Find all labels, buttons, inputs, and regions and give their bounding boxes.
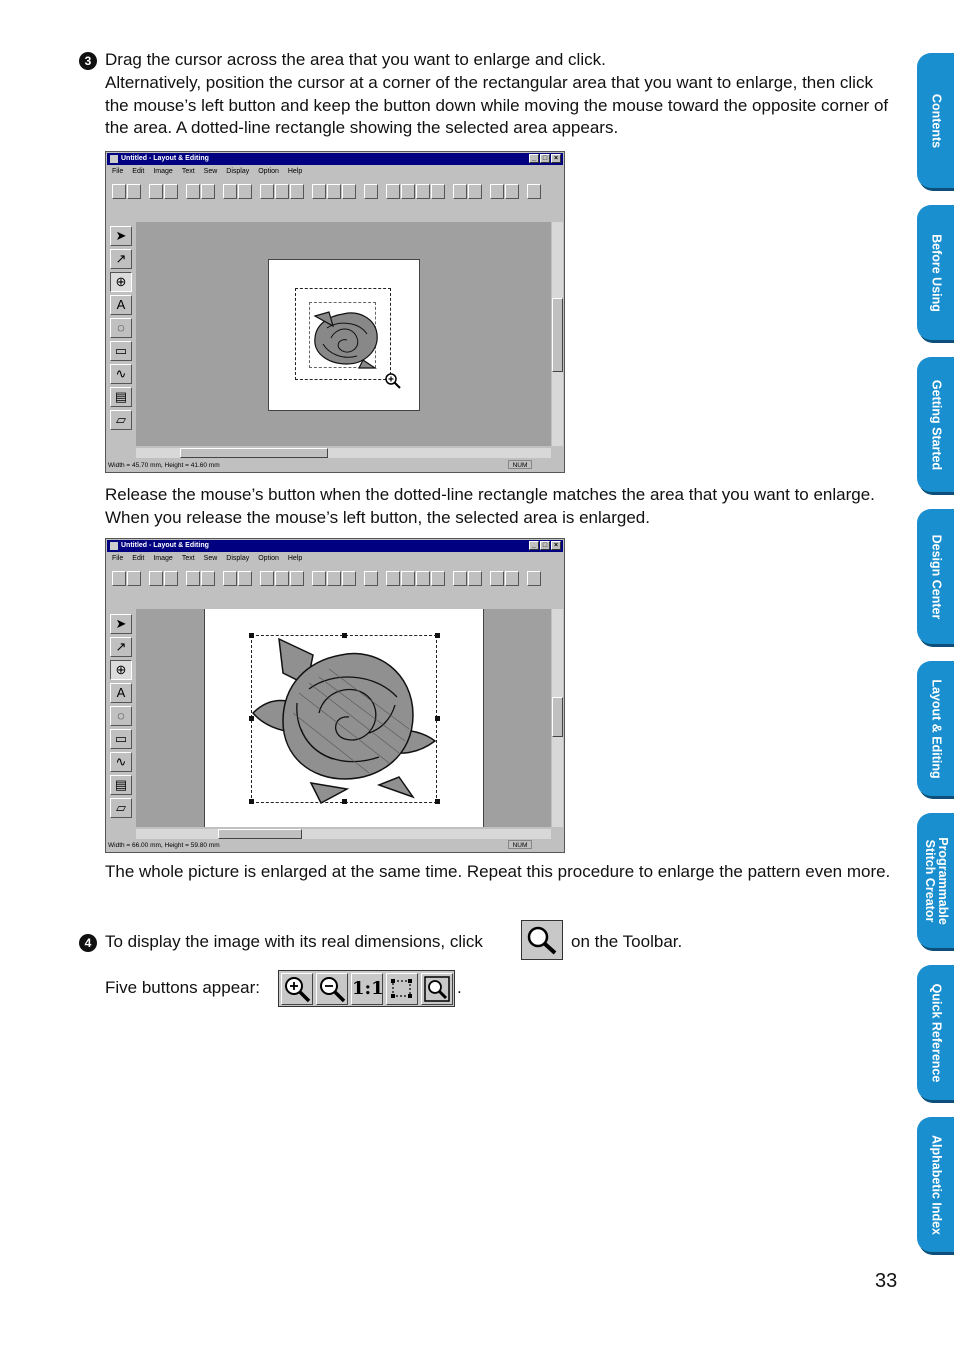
paste-button[interactable] [290,184,304,199]
minimize-button[interactable]: _ [529,541,539,550]
window-title: Untitled - Layout & Editing [121,542,209,549]
menu-sew[interactable]: Sew [203,168,218,175]
step3-line1: Drag the cursor across the area that you want to enlarge and click. [105,50,606,69]
zoom-cursor-icon [384,372,402,390]
tab-getting-started[interactable] [917,357,954,492]
minimize-button[interactable]: _ [529,154,539,163]
menu-display[interactable]: Display [226,168,250,175]
stitch-button-2[interactable] [468,184,482,199]
realistic-preview-button[interactable] [505,571,519,586]
design-page [268,259,420,411]
property-button[interactable] [527,184,541,199]
save-as-button[interactable] [201,184,215,199]
status-bar [108,840,562,851]
copy-button[interactable] [275,184,289,199]
zoom-tool[interactable]: ⊕ [110,272,132,292]
save-as-button[interactable] [201,571,215,586]
paste-button[interactable] [290,571,304,586]
align-button-3[interactable] [416,571,430,586]
toolbar [112,569,541,587]
rotate-button[interactable] [342,184,356,199]
select-tool[interactable]: ➤ [110,614,132,634]
zoom-to-selected-button[interactable] [386,973,418,1005]
sewing-attribute-tool[interactable]: ▤ [110,387,132,407]
mirror-button[interactable] [312,571,326,586]
sew-button[interactable] [364,184,378,199]
step4-text-before: To display the image with its real dimensions, click [105,932,483,951]
menu-file[interactable]: File [112,168,124,175]
tab-contents[interactable] [917,53,954,188]
zoom-fit-icon [422,974,452,1004]
tab-label: Layout & Editing [929,678,943,779]
menu-bar [112,554,302,564]
text-tool[interactable]: A [110,683,132,703]
menu-image[interactable]: Image [153,555,173,562]
zoom-selected-icon [387,974,417,1004]
five-buttons-label: Five buttons appear: [105,978,260,997]
real-size-button[interactable]: 1:1 [351,973,383,1005]
maximize-button[interactable]: □ [540,541,550,550]
title-bar [107,540,563,552]
redo-button[interactable] [238,184,252,199]
cut-button[interactable] [260,184,274,199]
close-button[interactable]: × [551,541,561,550]
align-button-4[interactable] [431,184,445,199]
horizontal-scrollbar[interactable] [136,448,551,458]
menu-bar [112,167,302,177]
property-button[interactable] [527,571,541,586]
num-lock-indicator: NUM [508,460,532,469]
stitch-button-2[interactable] [468,571,482,586]
save-button[interactable] [186,571,200,586]
undo-button[interactable] [223,184,237,199]
zoom-buttons-group [278,970,455,1007]
tab-label: Alphabetic Index [929,1134,943,1235]
measure-tool[interactable]: ▱ [110,410,132,430]
tab-label: Design Center [929,534,943,619]
zoom-toolbar-button[interactable] [521,920,563,960]
line-tool[interactable]: ∿ [110,364,132,384]
tab-layout-editing[interactable] [917,661,954,796]
app-icon [110,155,118,163]
zoom-out-icon [317,974,347,1004]
tab-label: Quick Reference [929,983,943,1082]
vertical-scrollbar[interactable] [552,222,563,446]
flip-button[interactable] [327,571,341,586]
measure-tool[interactable]: ▱ [110,798,132,818]
cut-button[interactable] [260,571,274,586]
vertical-scroll-thumb[interactable] [552,298,563,372]
vertical-scroll-thumb[interactable] [552,697,563,737]
tab-label: Getting Started [929,379,943,470]
menu-text[interactable]: Text [181,168,195,175]
point-edit-tool[interactable]: ↗ [110,637,132,657]
status-bar [108,460,562,471]
tab-programmable-stitch-creator[interactable] [917,813,954,948]
menu-edit[interactable]: Edit [132,555,145,562]
horizontal-scroll-thumb[interactable] [180,448,328,458]
tab-label: Before Using [929,233,943,312]
horizontal-scrollbar[interactable] [136,829,551,839]
menu-option[interactable]: Option [258,555,279,562]
rectangle-tool[interactable]: ▭ [110,341,132,361]
zoom-out-button[interactable] [316,973,348,1005]
zoom-to-fit-button[interactable] [421,973,453,1005]
flip-button[interactable] [327,184,341,199]
toolbar [112,182,541,200]
num-lock-indicator: NUM [508,840,532,849]
design-canvas[interactable] [136,609,551,827]
menu-file[interactable]: File [112,555,124,562]
mirror-button[interactable] [312,184,326,199]
open-button[interactable] [127,571,141,586]
zoom-tool[interactable]: ⊕ [110,660,132,680]
horizontal-scroll-thumb[interactable] [218,829,302,839]
tab-label: Programmable Stitch Creator [922,836,950,925]
shape-tool[interactable]: ◌ [110,706,132,726]
tool-box [110,226,134,433]
step-number-4: 4 [79,934,97,952]
title-bar [107,153,563,165]
align-button-2[interactable] [401,184,415,199]
step-number-3: 3 [79,52,97,70]
menu-help[interactable]: Help [287,555,303,562]
status-dimensions: Width = 45.70 mm, Height = 41.60 mm [108,462,220,469]
tab-before-using[interactable] [917,205,954,340]
stitch-button-1[interactable] [453,184,467,199]
redo-button[interactable] [238,571,252,586]
screenshot-window-2 [105,538,565,853]
status-dimensions: Width = 66.00 mm, Height = 59.80 mm [108,842,220,849]
release-paragraph: Release the mouse’s button when the dotted-line rectangle matches the area that you want to enlarge. When you release the mouse’s left button, the selected area is enlarged. [105,485,875,527]
menu-help[interactable]: Help [287,168,303,175]
close-button[interactable]: × [551,154,561,163]
menu-image[interactable]: Image [153,168,173,175]
zoom-in-icon [282,974,312,1004]
realistic-preview-button[interactable] [505,184,519,199]
point-edit-tool[interactable]: ↗ [110,249,132,269]
five-buttons-end: . [457,978,462,997]
step4-text-after: on the Toolbar. [571,932,683,951]
tab-quick-reference[interactable] [917,965,954,1100]
page-number: 33 [875,1270,898,1292]
open-button[interactable] [127,184,141,199]
shape-tool[interactable]: ◌ [110,318,132,338]
tab-alphabetic-index[interactable] [917,1117,954,1252]
preview-button[interactable] [490,571,504,586]
rose-pattern-icon [249,633,439,805]
sew-button[interactable] [364,571,378,586]
tab-label: Contents [929,93,943,148]
menu-option[interactable]: Option [258,168,279,175]
tab-design-center[interactable] [917,509,954,644]
vertical-scrollbar[interactable] [552,609,563,827]
new-button[interactable] [112,184,126,199]
menu-text[interactable]: Text [181,555,195,562]
import-button[interactable] [149,184,163,199]
zoom-in-button[interactable] [281,973,313,1005]
magnifier-icon [525,924,559,956]
stitch-button-1[interactable] [453,571,467,586]
select-tool[interactable]: ➤ [110,226,132,246]
align-button-4[interactable] [431,571,445,586]
export-button[interactable] [164,184,178,199]
rectangle-tool[interactable]: ▭ [110,729,132,749]
menu-edit[interactable]: Edit [132,168,145,175]
preview-button[interactable] [490,184,504,199]
menu-display[interactable]: Display [226,555,250,562]
design-page [204,609,484,827]
maximize-button[interactable]: □ [540,154,550,163]
copy-button[interactable] [275,571,289,586]
window-title: Untitled - Layout & Editing [121,155,209,162]
import-button[interactable] [149,571,163,586]
step3-line2: Alternatively, position the cursor at a corner of the rectangular area that you want to enlarge, then click the mouse’s left button and keep the button down while moving the mouse toward the opposite corner of the area. A dotted-line rectangle showing the selected area appears. [105,73,889,138]
app-icon [110,542,118,550]
align-button-3[interactable] [416,184,430,199]
whole-picture-paragraph: The whole picture is enlarged at the same time. Repeat this procedure to enlarge the pattern even more. [105,862,891,881]
sewing-attribute-tool[interactable]: ▤ [110,775,132,795]
save-button[interactable] [186,184,200,199]
export-button[interactable] [164,571,178,586]
tool-box [110,614,134,821]
line-tool[interactable]: ∿ [110,752,132,772]
screenshot-window-1 [105,151,565,473]
align-button-1[interactable] [386,184,400,199]
align-button-1[interactable] [386,571,400,586]
text-tool[interactable]: A [110,295,132,315]
new-button[interactable] [112,571,126,586]
undo-button[interactable] [223,571,237,586]
align-button-2[interactable] [401,571,415,586]
design-canvas[interactable] [136,222,551,446]
rose-pattern-icon [303,304,383,374]
menu-sew[interactable]: Sew [203,555,218,562]
rotate-button[interactable] [342,571,356,586]
